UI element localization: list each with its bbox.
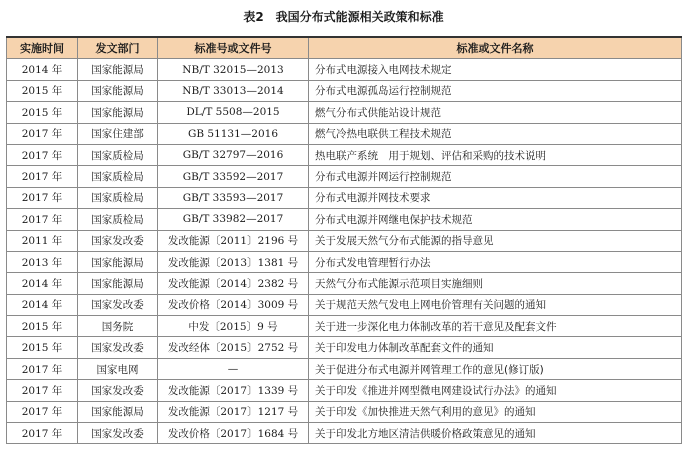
table-row xyxy=(7,337,682,358)
cell-date: 2017 年 xyxy=(7,187,78,208)
cell-date: 2014 年 xyxy=(7,294,78,315)
cell-date: 2017 年 xyxy=(7,358,78,379)
cell-date: 2017 年 xyxy=(7,144,78,165)
table-row xyxy=(7,401,682,422)
table-row xyxy=(7,273,682,294)
cell-doc-number: DL/T 5508—2015 xyxy=(158,102,309,123)
table-row xyxy=(7,251,682,272)
cell-department: 国家能源局 xyxy=(78,251,158,272)
cell-doc-name: 分布式电源并网继电保护技术规范 xyxy=(309,209,682,230)
cell-doc-number: NB/T 32015—2013 xyxy=(158,59,309,80)
cell-doc-number: 发改能源〔2013〕1381 号 xyxy=(158,251,309,272)
cell-doc-number: NB/T 33013—2014 xyxy=(158,80,309,101)
cell-doc-number: 发改价格〔2014〕3009 号 xyxy=(158,294,309,315)
cell-department: 国家电网 xyxy=(78,358,158,379)
table-row xyxy=(7,380,682,401)
table-row xyxy=(7,294,682,315)
cell-department: 国家住建部 xyxy=(78,123,158,144)
cell-department: 国家质检局 xyxy=(78,209,158,230)
cell-doc-number: 发改能源〔2017〕1339 号 xyxy=(158,380,309,401)
table-row xyxy=(7,123,682,144)
cell-doc-name: 关于促进分布式电源并网管理工作的意见(修订版) xyxy=(309,358,682,379)
cell-department: 国家质检局 xyxy=(78,187,158,208)
cell-doc-name: 燃气分布式供能站设计规范 xyxy=(309,102,682,123)
table-row xyxy=(7,358,682,379)
column-header-date: 实施时间 xyxy=(7,37,78,59)
table-row xyxy=(7,102,682,123)
cell-doc-name: 关于印发《加快推进天然气利用的意见》的通知 xyxy=(309,401,682,422)
cell-date: 2011 年 xyxy=(7,230,78,251)
cell-date: 2014 年 xyxy=(7,273,78,294)
cell-department: 国家能源局 xyxy=(78,273,158,294)
column-header-doc-number: 标准号或文件号 xyxy=(158,37,309,59)
cell-doc-name: 分布式电源孤岛运行控制规范 xyxy=(309,80,682,101)
table-row xyxy=(7,144,682,165)
cell-doc-number: 发改能源〔2017〕1217 号 xyxy=(158,401,309,422)
cell-date: 2017 年 xyxy=(7,423,78,444)
header-row xyxy=(7,37,682,59)
cell-date: 2015 年 xyxy=(7,316,78,337)
cell-date: 2015 年 xyxy=(7,102,78,123)
cell-department: 国家质检局 xyxy=(78,144,158,165)
cell-doc-name: 分布式发电管理暂行办法 xyxy=(309,251,682,272)
table-row xyxy=(7,59,682,80)
policy-standards-table xyxy=(6,36,682,444)
cell-doc-name: 关于规范天然气发电上网电价管理有关问题的通知 xyxy=(309,294,682,315)
cell-date: 2017 年 xyxy=(7,209,78,230)
cell-date: 2017 年 xyxy=(7,380,78,401)
table-row xyxy=(7,166,682,187)
cell-doc-number: GB/T 33593—2017 xyxy=(158,187,309,208)
cell-department: 国家能源局 xyxy=(78,401,158,422)
cell-doc-name: 关于进一步深化电力体制改革的若干意见及配套文件 xyxy=(309,316,682,337)
table-row xyxy=(7,316,682,337)
column-header-doc-name: 标准或文件名称 xyxy=(309,37,682,59)
cell-department: 国家能源局 xyxy=(78,80,158,101)
cell-doc-number: 发改能源〔2011〕2196 号 xyxy=(158,230,309,251)
cell-date: 2015 年 xyxy=(7,80,78,101)
cell-department: 国务院 xyxy=(78,316,158,337)
cell-doc-number: 发改经体〔2015〕2752 号 xyxy=(158,337,309,358)
cell-doc-name: 热电联产系统 用于规划、评估和采购的技术说明 xyxy=(309,144,682,165)
cell-doc-number: GB 51131—2016 xyxy=(158,123,309,144)
cell-date: 2013 年 xyxy=(7,251,78,272)
cell-date: 2015 年 xyxy=(7,337,78,358)
cell-doc-number: — xyxy=(158,358,309,379)
cell-doc-number: 发改能源〔2014〕2382 号 xyxy=(158,273,309,294)
cell-doc-number: GB/T 32797—2016 xyxy=(158,144,309,165)
cell-doc-name: 分布式电源接入电网技术规定 xyxy=(309,59,682,80)
table-body xyxy=(7,59,682,444)
cell-doc-name: 关于印发《推进并网型微电网建设试行办法》的通知 xyxy=(309,380,682,401)
cell-department: 国家质检局 xyxy=(78,166,158,187)
cell-doc-name: 关于发展天然气分布式能源的指导意见 xyxy=(309,230,682,251)
cell-date: 2017 年 xyxy=(7,401,78,422)
cell-doc-number: 中发〔2015〕9 号 xyxy=(158,316,309,337)
column-header-department: 发文部门 xyxy=(78,37,158,59)
cell-doc-number: 发改价格〔2017〕1684 号 xyxy=(158,423,309,444)
cell-doc-name: 关于印发北方地区清洁供暖价格政策意见的通知 xyxy=(309,423,682,444)
cell-doc-name: 关于印发电力体制改革配套文件的通知 xyxy=(309,337,682,358)
cell-doc-name: 天然气分布式能源示范项目实施细则 xyxy=(309,273,682,294)
cell-department: 国家能源局 xyxy=(78,102,158,123)
table-caption: 表2 我国分布式能源相关政策和标准 xyxy=(243,10,444,24)
table-row xyxy=(7,187,682,208)
cell-date: 2017 年 xyxy=(7,166,78,187)
cell-department: 国家发改委 xyxy=(78,380,158,401)
cell-doc-name: 燃气冷热电联供工程技术规范 xyxy=(309,123,682,144)
table-row xyxy=(7,423,682,444)
cell-doc-name: 分布式电源并网运行控制规范 xyxy=(309,166,682,187)
cell-department: 国家能源局 xyxy=(78,59,158,80)
table-row xyxy=(7,80,682,101)
cell-department: 国家发改委 xyxy=(78,423,158,444)
cell-date: 2014 年 xyxy=(7,59,78,80)
cell-department: 国家发改委 xyxy=(78,337,158,358)
cell-department: 国家发改委 xyxy=(78,294,158,315)
table-row xyxy=(7,209,682,230)
cell-doc-number: GB/T 33592—2017 xyxy=(158,166,309,187)
cell-department: 国家发改委 xyxy=(78,230,158,251)
cell-doc-number: GB/T 33982—2017 xyxy=(158,209,309,230)
cell-doc-name: 分布式电源并网技术要求 xyxy=(309,187,682,208)
cell-date: 2017 年 xyxy=(7,123,78,144)
table-row xyxy=(7,230,682,251)
